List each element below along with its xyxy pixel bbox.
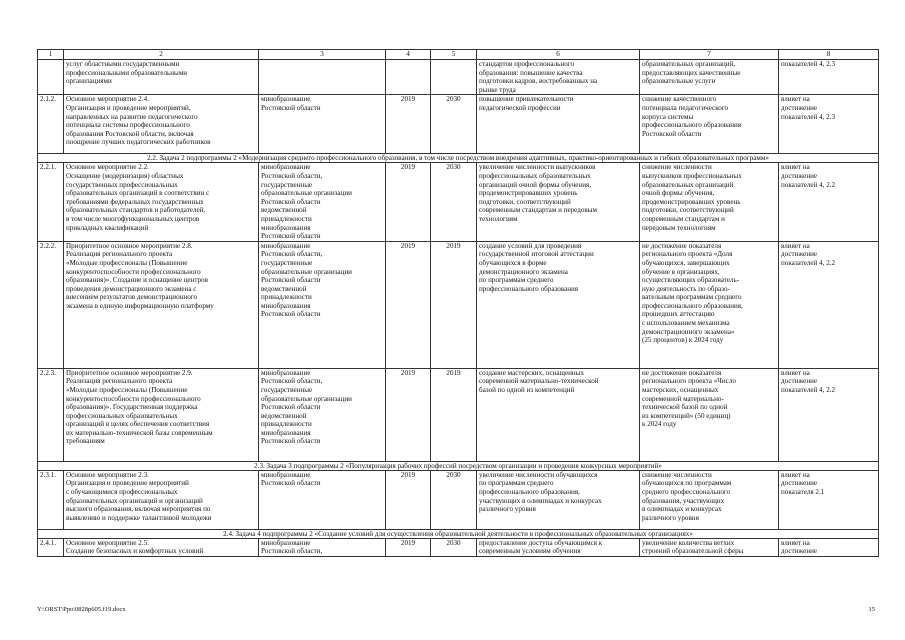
end-year-cell [431,60,477,95]
table-row [38,538,879,556]
expected-result-cell: повышение привлекательности педагогической профессии [477,95,640,154]
executor-cell: минобразование Ростовской области, государственные образовательные организации Ростовской области ведомственной принадлежности минобразования Ростовской области [259,241,386,368]
measure-name-cell: Приоритетное основное мероприятие 2.9. Реализация регионального проекта «Молодые профессионалы (Повышение конкурентоспособности профессионального образования)». Государственная поддержка профессиональных образовательных организаций в целях обеспечения соответствия их материально-технической базы современным требованиям [64,368,259,461]
indicator-link-cell: показателей 4, 2.3 [779,60,879,95]
table-row [38,470,879,529]
end-year-cell: 2030 [431,538,477,556]
executor-cell: минобразование Ростовской области, государственные образовательные организации Ростовской области ведомственной принадлежности минобразования Ростовской области [259,163,386,241]
task-section-title: 2.3. Задача 3 подпрограммы 2 «Популяризация рабочих профессий посредством организации и проведения конкурсных мероприятий» [38,461,879,470]
executor-cell: минобразование Ростовской области, государственные образовательные организации Ростовской области ведомственной принадлежности минобразования Ростовской области [259,368,386,461]
row-number-cell: 2.2.2. [38,241,64,368]
row-number-cell: 2.1.2. [38,95,64,154]
end-year-cell: 2019 [431,241,477,368]
header-cell: 5 [431,50,477,60]
start-year-cell: 2019 [386,241,431,368]
table-row [38,60,879,95]
consequences-cell: не достижение показателя регионального проекта «Доля обучающихся, завершающих обучение в организациях, осуществляющих образователь- ную деятельность по образо- вательным программам среднего профессионального образования, прошедших аттестацию с использованием механизма демонстрационного экзамена» (25 процентов) к 2024 году [640,241,779,368]
header-cell: 3 [259,50,386,60]
task-section-row [38,461,879,470]
consequences-cell: образовательных организаций, предоставляющих качественные образовательные услуги [640,60,779,95]
table-row [38,95,879,154]
measure-name-cell: Основное мероприятие 2.5. Создание безопасных и комфортных условий [64,538,259,556]
indicator-link-cell: влияет на достижение показателя 2.1 [779,470,879,529]
end-year-cell: 2019 [431,368,477,461]
row-number-cell: 2.2.3. [38,368,64,461]
measures-table [37,49,879,557]
consequences-cell: не достижение показателя регионального проекта «Число мастерских, оснащенных современной материально- технической базой по одной из компетенций» (50 единиц) к 2024 году [640,368,779,461]
measure-name-cell: услуг областными государственными профессиональными образовательными организациями [64,60,259,95]
executor-cell: минобразование Ростовской области [259,470,386,529]
expected-result-cell: стандартов профессионального образования: повышение качества подготовки кадров, востребованных на рынке труда [477,60,640,95]
start-year-cell [386,60,431,95]
task-section-row [38,529,879,538]
expected-result-cell: создание условий для проведения государственной итоговой аттестации обучающихся в форме демонстрационного экзамена по программам среднего профессионального образования [477,241,640,368]
consequences-cell: снижение численности обучающихся по программам среднего профессионального образования, участвующих в олимпиадах и конкурсах различного уровня [640,470,779,529]
task-section-row [38,154,879,163]
row-number-cell [38,60,64,95]
header-cell: 4 [386,50,431,60]
column-number-header-row [38,50,879,60]
table-row [38,163,879,241]
header-cell: 1 [38,50,64,60]
measure-name-cell: Основное мероприятие 2.2. Оснащение (модернизация) областных государственных профессиональных образовательных организаций в соответствии с требованиями федеральных государственных образовательных стандартов и работодателей, в том числе многофункциональных центров прикладных квалификаций [64,163,259,241]
start-year-cell: 2019 [386,470,431,529]
start-year-cell: 2019 [386,163,431,241]
table-body [38,50,879,557]
executor-cell: минобразование Ростовской области, [259,538,386,556]
table-row [38,241,879,368]
expected-result-cell: предоставление доступа обучающимся к современным условиям обучения [477,538,640,556]
consequences-cell: снижение численности выпускников профессиональных образовательных организаций очной формы обучения, продемонстрировавших уровень подготовки, соответствующий современным стандартам и передовым технологиям [640,163,779,241]
indicator-link-cell: влияет на достижение показателей 4, 2.2 [779,241,879,368]
header-cell: 7 [640,50,779,60]
footer-page-number: 15 [868,606,875,613]
start-year-cell: 2019 [386,368,431,461]
end-year-cell: 2030 [431,95,477,154]
measure-name-cell: Приоритетное основное мероприятие 2.8. Реализация регионального проекта «Молодые профессионалы (Повышение конкурентоспособности профессионального образования)». Создание и оснащение центров проведения демонстрационного экзамена с внесением результатов демонстрационного экзамена в единую информационную платформу [64,241,259,368]
row-number-cell: 2.3.1. [38,470,64,529]
end-year-cell: 2030 [431,470,477,529]
footer-file-path: Y:\ORST\Ppo\0828p605.f19.docx [37,606,126,613]
measure-name-cell: Основное мероприятие 2.3. Организация и проведение мероприятий с обучающимися профессиональных образовательных организаций и организаций высшего образования, включая мероприятия по выявлению и поддержке талантливой молодежи [64,470,259,529]
executor-cell: минобразование Ростовской области [259,95,386,154]
header-cell: 8 [779,50,879,60]
consequences-cell: снижение качественного потенциала педагогического корпуса системы профессионального образования Ростовской области [640,95,779,154]
start-year-cell: 2019 [386,538,431,556]
row-number-cell: 2.2.1. [38,163,64,241]
expected-result-cell: увеличение численности выпускников профессиональных образовательных организаций очной формы обучения, продемонстрировавших уровень подготовки, соответствующий современным стандартам и передовым технологиям [477,163,640,241]
indicator-link-cell: влияет на достижение [779,538,879,556]
expected-result-cell: увеличение численности обучающихся по программам среднего профессионального образования, участвующих в олимпиадах и конкурсах различного уровня [477,470,640,529]
header-cell: 6 [477,50,640,60]
end-year-cell: 2030 [431,163,477,241]
task-section-title: 2.2. Задача 2 подпрограммы 2 «Модернизация среднего профессионального образования, в том числе посредством внедрения адаптивных, практико-ориентированных и гибких образовательных программ» [38,154,879,163]
expected-result-cell: создание мастерских, оснащенных современной материально-технической базой по одной из компетенций [477,368,640,461]
executor-cell [259,60,386,95]
header-cell: 2 [64,50,259,60]
indicator-link-cell: влияет на достижение показателей 4, 2.2 [779,163,879,241]
start-year-cell: 2019 [386,95,431,154]
row-number-cell: 2.4.1. [38,538,64,556]
measure-name-cell: Основное мероприятие 2.4. Организация и проведение мероприятий, направленных на развитие педагогического потенциала системы профессионального образования Ростовской области, включая поощрение лучших педагогических работников [64,95,259,154]
indicator-link-cell: влияет на достижение показателей 4, 2.3 [779,95,879,154]
table-row [38,368,879,461]
task-section-title: 2.4. Задача 4 подпрограммы 2 «Создание условий для осуществления образовательной деятельности в профессиональных образовательных организациях» [38,529,879,538]
consequences-cell: увеличение количества ветхих строений образовательной сферы [640,538,779,556]
indicator-link-cell: влияет на достижение показателей 4, 2.2 [779,368,879,461]
